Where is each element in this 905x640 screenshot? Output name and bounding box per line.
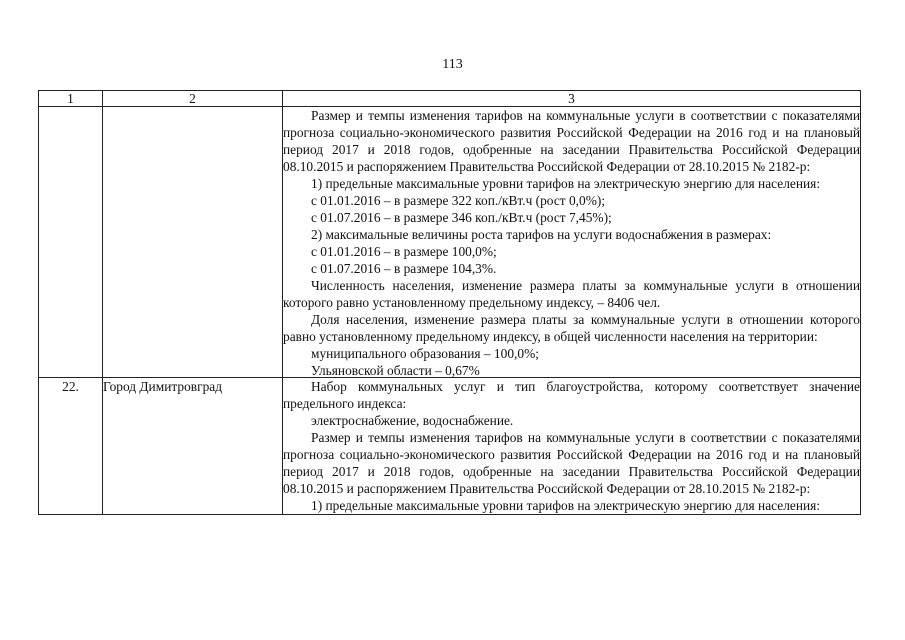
table-row xyxy=(39,378,861,515)
text-line: с 01.01.2016 – в размере 100,0%; xyxy=(311,244,497,259)
paragraph: 1) предельные максимальные уровни тарифов на электрическую энергию для населения: xyxy=(311,498,821,513)
tariff-table xyxy=(38,90,861,515)
row-number xyxy=(39,107,103,378)
paragraph: Размер и темпы изменения тарифов на коммунальные услуги в соответствии с показателями прогноза социально-экономического развития Российской Федерации на 2016 год и на плановый период 2017 и 2018 годов, одобренные на заседании Правительства Российской Федерации 08.10.2015 и распоряжением Правительства Российской Федерации от 28.10.2015 № 2182-р: xyxy=(283,108,860,174)
table-row xyxy=(39,107,861,378)
paragraph: Численность населения, изменение размера платы за коммунальные услуги в отношении которого равно установленному предельному индексу, – 8406 чел. xyxy=(283,278,860,310)
column-header-2: 2 xyxy=(103,91,283,107)
row-number: 22. xyxy=(39,378,103,515)
column-header-3: 3 xyxy=(283,91,861,107)
municipality-name xyxy=(103,107,283,378)
row-content xyxy=(283,378,861,515)
text-line: с 01.07.2016 – в размере 104,3%. xyxy=(311,261,497,276)
text-line: Ульяновской области – 0,67% xyxy=(311,363,480,377)
text-line: 2) максимальные величины роста тарифов на услуги водоснабжения в размерах: xyxy=(311,227,772,242)
paragraph: Набор коммунальных услуг и тип благоустройства, которому соответствует значение предельного индекса: xyxy=(283,379,860,411)
text-line: с 01.01.2016 – в размере 322 коп./кВт.ч (рост 0,0%); xyxy=(311,193,606,208)
column-header-1: 1 xyxy=(39,91,103,107)
text-line: электроснабжение, водоснабжение. xyxy=(311,413,514,428)
row-content xyxy=(283,107,861,378)
paragraph: Размер и темпы изменения тарифов на коммунальные услуги в соответствии с показателями прогноза социально-экономического развития Российской Федерации на 2016 год и на плановый период 2017 и 2018 годов, одобренные на заседании Правительства Российской Федерации 08.10.2015 и распоряжением Правительства Российской Федерации от 28.10.2015 № 2182-р: xyxy=(283,430,860,496)
paragraph: Доля населения, изменение размера платы за коммунальные услуги в отношении которого равно установленному предельному индексу, в общей численности населения на территории: xyxy=(283,312,860,344)
text-line: с 01.07.2016 – в размере 346 коп./кВт.ч (рост 7,45%); xyxy=(311,210,612,225)
table-header-row xyxy=(39,91,861,107)
page-number: 113 xyxy=(442,57,463,72)
paragraph: 1) предельные максимальные уровни тарифов на электрическую энергию для населения: xyxy=(311,176,821,191)
text-line: муниципального образования – 100,0%; xyxy=(311,346,539,361)
municipality-name: Город Димитровград xyxy=(103,378,283,515)
